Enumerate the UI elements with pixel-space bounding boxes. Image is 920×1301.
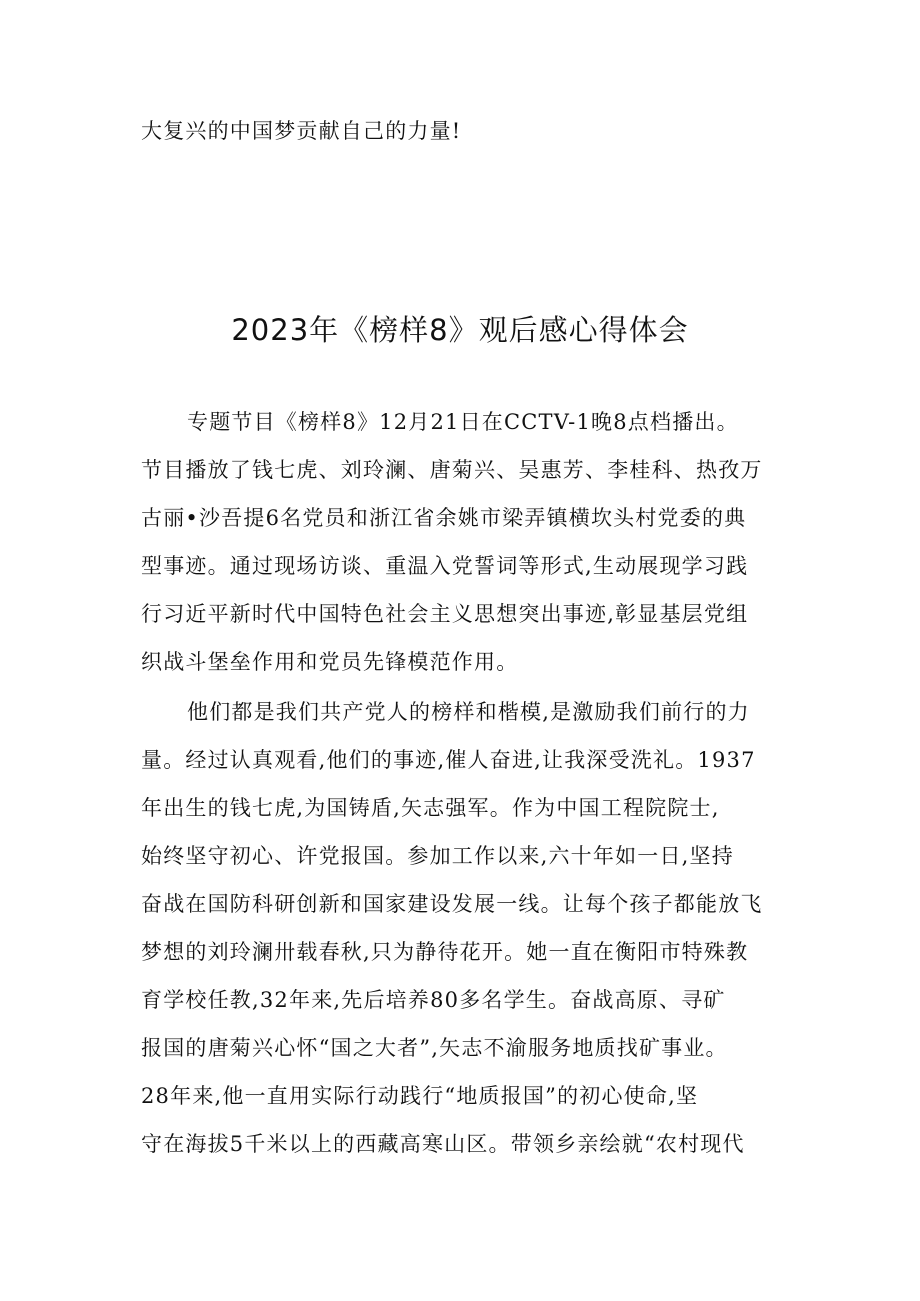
paragraph-line: 年出生的钱七虎,为国铸盾,矢志强军。作为中国工程院院士, (141, 796, 720, 820)
paragraph-line: 梦想的刘玲澜卅载春秋,只为静待花开。她一直在衡阳市特殊教 (141, 940, 749, 964)
paragraph-line: 型事迹。通过现场访谈、重温入党誓词等形式,生动展现学习践 (141, 554, 749, 578)
paragraph-line: 量。经过认真观看,他们的事迹,催人奋进,让我深受洗礼。1937 (141, 748, 756, 772)
paragraph-line: 节目播放了钱七虎、刘玲澜、唐菊兴、吴惠芳、李桂科、热孜万 (141, 458, 763, 482)
paragraph-line: 行习近平新时代中国特色社会主义思想突出事迹,彰显基层党组 (141, 602, 749, 626)
paragraph-line: 育学校任教,32年来,先后培养80多名学生。奋战高原、寻矿 (141, 988, 726, 1012)
paragraph-line: 专题节目《榜样8》12月21日在CCTV-1晚8点档播出。 (187, 410, 739, 434)
paragraph-line: 奋战在国防科研创新和国家建设发展一线。让每个孩子都能放飞 (141, 892, 763, 916)
paragraph-line: 始终坚守初心、许党报国。参加工作以来,六十年如一日,坚持 (141, 844, 734, 868)
paragraph-line: 古丽•沙吾提6名党员和浙江省余姚市梁弄镇横坎头村党委的典 (141, 506, 747, 530)
continuation-line: 大复兴的中国梦贡献自己的力量! (141, 119, 462, 143)
paragraph-line: 织战斗堡垒作用和党员先锋模范作用。 (141, 650, 519, 674)
paragraph-line: 他们都是我们共产党人的榜样和楷模,是激励我们前行的力 (187, 700, 750, 724)
article-title: 2023年《榜样8》观后感心得体会 (231, 313, 689, 347)
paragraph-line: 守在海拔5千米以上的西藏高寒山区。带领乡亲绘就“农村现代 (141, 1132, 745, 1156)
paragraph-line: 报国的唐菊兴心怀“国之大者”,矢志不渝服务地质找矿事业。 (141, 1036, 728, 1060)
paragraph-line: 28年来,他一直用实际行动践行“地质报国”的初心使命,坚 (141, 1084, 699, 1108)
